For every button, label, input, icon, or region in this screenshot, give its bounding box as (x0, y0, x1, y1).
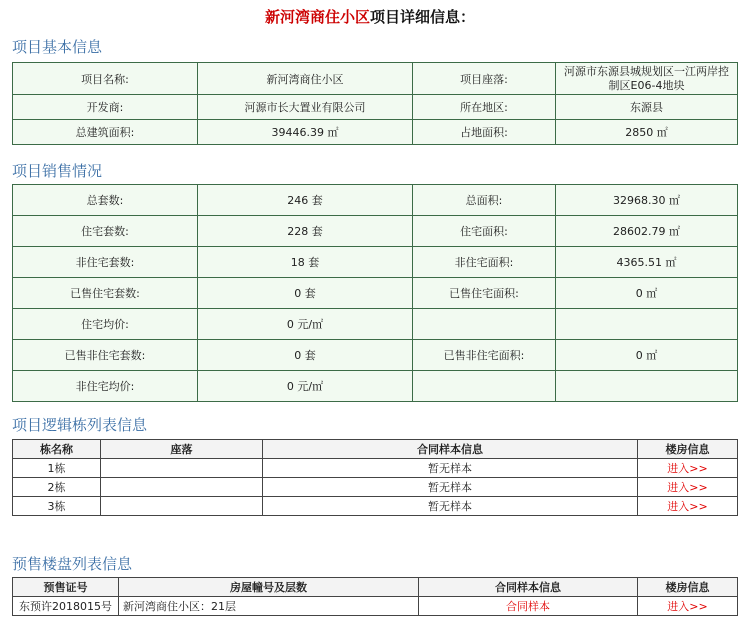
label-developer: 开发商: (13, 95, 198, 120)
empty-cell (413, 309, 556, 340)
table-row (13, 247, 738, 278)
value-sold-nonresidential-units: 0 套 (198, 340, 413, 371)
enter-link-label[interactable]: 进入>> (667, 462, 708, 475)
enter-link-label[interactable]: 进入>> (667, 600, 708, 613)
col-building-floors: 房屋幢号及层数 (119, 578, 419, 597)
value-residential-avg-price: 0 元/㎡ (198, 309, 413, 340)
value-sold-residential-units: 0 套 (198, 278, 413, 309)
enter-link-label[interactable]: 进入>> (667, 500, 708, 513)
building-name: 1栋 (13, 459, 101, 478)
table-row (13, 597, 738, 616)
table-row (13, 216, 738, 247)
label-residential-avg-price: 住宅均价: (13, 309, 198, 340)
presale-table (12, 577, 738, 616)
table-header-row (13, 440, 738, 459)
buildings-heading: 项目逻辑栋列表信息 (12, 416, 148, 434)
sales-heading: 项目销售情况 (12, 162, 103, 180)
label-project-name: 项目名称: (13, 63, 198, 95)
value-developer: 河源市长大置业有限公司 (198, 95, 413, 120)
label-land-area: 占地面积: (413, 120, 556, 145)
enter-link[interactable] (638, 459, 738, 478)
value-nonresidential-avg-price: 0 元/㎡ (198, 371, 413, 402)
table-row (13, 309, 738, 340)
table-row (13, 278, 738, 309)
label-total-sales-area: 总面积: (413, 185, 556, 216)
label-sold-nonresidential-units: 已售非住宅套数: (13, 340, 198, 371)
value-project-name: 新河湾商住小区 (198, 63, 413, 95)
sales-table (12, 184, 738, 402)
value-total-area: 39446.39 ㎡ (198, 120, 413, 145)
label-total-area: 总建筑面积: (13, 120, 198, 145)
empty-cell (413, 371, 556, 402)
page-title (0, 0, 740, 28)
table-row (13, 478, 738, 497)
value-nonresidential-units: 18 套 (198, 247, 413, 278)
value-total-sales-area: 32968.30 ㎡ (556, 185, 738, 216)
table-row (13, 63, 738, 95)
building-location (101, 497, 263, 516)
col-contract-sample: 合同样本信息 (263, 440, 638, 459)
col-contract-sample: 合同样本信息 (419, 578, 638, 597)
enter-link[interactable] (638, 597, 738, 616)
basic-info-heading: 项目基本信息 (12, 38, 103, 56)
value-sold-residential-area: 0 ㎡ (556, 278, 738, 309)
col-location: 座落 (101, 440, 263, 459)
enter-link[interactable] (638, 497, 738, 516)
label-nonresidential-area: 非住宅面积: (413, 247, 556, 278)
table-row (13, 371, 738, 402)
table-row (13, 497, 738, 516)
label-sold-nonresidential-area: 已售非住宅面积: (413, 340, 556, 371)
enter-link[interactable] (638, 478, 738, 497)
permit-number: 东预许2018015号 (13, 597, 119, 616)
value-location: 河源市东源县城规划区一江两岸控制区E06-4地块 (556, 63, 738, 95)
value-sold-nonresidential-area: 0 ㎡ (556, 340, 738, 371)
label-residential-units: 住宅套数: (13, 216, 198, 247)
basic-info-table (12, 62, 738, 145)
label-total-units: 总套数: (13, 185, 198, 216)
building-name: 2栋 (13, 478, 101, 497)
label-sold-residential-units: 已售住宅套数: (13, 278, 198, 309)
table-row (13, 459, 738, 478)
label-location: 项目座落: (413, 63, 556, 95)
contract-sample-link-label[interactable]: 合同样本 (506, 600, 550, 613)
table-row (13, 95, 738, 120)
value-district: 东源县 (556, 95, 738, 120)
col-building-name: 栋名称 (13, 440, 101, 459)
table-row (13, 340, 738, 371)
contract-sample: 暂无样本 (263, 497, 638, 516)
label-nonresidential-units: 非住宅套数: (13, 247, 198, 278)
empty-cell (556, 309, 738, 340)
value-land-area: 2850 ㎡ (556, 120, 738, 145)
enter-link-label[interactable]: 进入>> (667, 481, 708, 494)
building-floors: 新河湾商住小区：21层 (119, 597, 419, 616)
contract-sample: 暂无样本 (263, 478, 638, 497)
col-building-info: 楼房信息 (638, 578, 738, 597)
project-name-title: 新河湾商住小区 (264, 8, 370, 26)
value-nonresidential-area: 4365.51 ㎡ (556, 247, 738, 278)
presale-heading: 预售楼盘列表信息 (12, 555, 133, 573)
contract-sample-link[interactable] (419, 597, 638, 616)
value-residential-area: 28602.79 ㎡ (556, 216, 738, 247)
value-total-units: 246 套 (198, 185, 413, 216)
building-name: 3栋 (13, 497, 101, 516)
label-nonresidential-avg-price: 非住宅均价: (13, 371, 198, 402)
building-location (101, 478, 263, 497)
building-location (101, 459, 263, 478)
table-row (13, 185, 738, 216)
table-row (13, 120, 738, 145)
label-district: 所在地区: (413, 95, 556, 120)
empty-cell (556, 371, 738, 402)
table-header-row (13, 578, 738, 597)
title-suffix: 项目详细信息： (370, 8, 476, 26)
col-building-info: 楼房信息 (638, 440, 738, 459)
col-permit-number: 预售证号 (13, 578, 119, 597)
label-residential-area: 住宅面积: (413, 216, 556, 247)
contract-sample: 暂无样本 (263, 459, 638, 478)
value-residential-units: 228 套 (198, 216, 413, 247)
label-sold-residential-area: 已售住宅面积: (413, 278, 556, 309)
buildings-table (12, 439, 738, 516)
